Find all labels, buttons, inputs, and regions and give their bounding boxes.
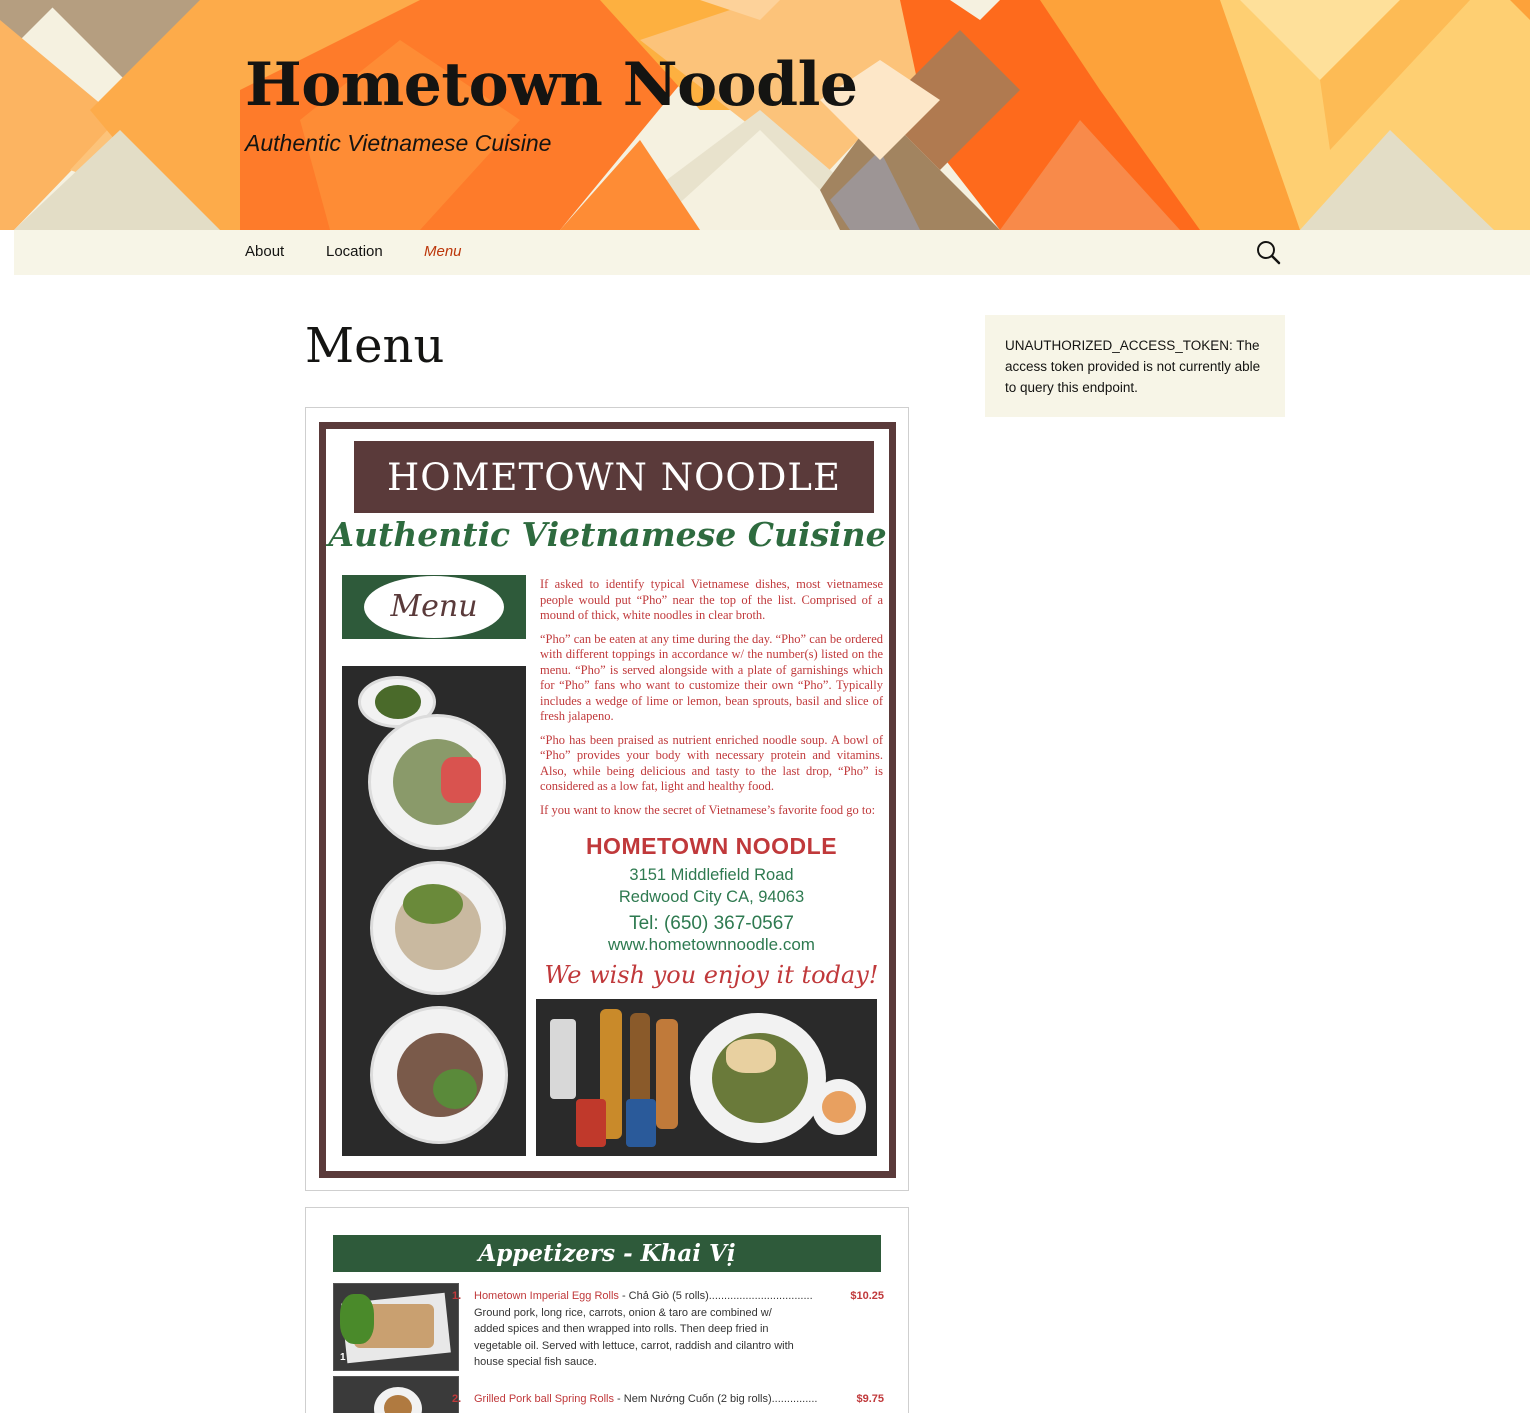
page-title: Menu [305,318,445,374]
menu-cover-banner: HOMETOWN NOODLE [354,441,874,513]
egg-rolls-photo [333,1283,462,1371]
menu-item-name: Grilled Pork ball Spring Rolls [474,1393,614,1405]
site-header [0,0,1530,230]
menu-item-viet-name: - Nem Nướng Cuốn (2 big rolls)............... [614,1393,818,1405]
spring-rolls-photo [333,1376,462,1413]
photo-number-label: 1 [340,1352,346,1363]
menu-item-price: $9.75 [856,1393,884,1405]
wish-slogan: We wish you enjoy it today! [544,961,879,989]
description-paragraph: “Pho has been praised as nutrient enriched noodle soup. A bowl of “Pho” provides your body with necessary protein and vitamins. Also, while being delicious and tasty to the last drop, “Pho” is considered as a low fat, light and healthy food. [540,732,883,793]
search-button[interactable] [1254,238,1284,268]
description-paragraph: “Pho” can be eaten at any time during the day. “Pho” can be ordered with different toppings in accordance w/ the number(s) listed on the menu. “Pho” is served alongside with a plate of garnishings which for “Pho” fans who want to customize their own “Pho”. Typically includes a wedge of lime or lemon, bean sprouts, basil and slice of fresh jalapeno. [540,631,883,723]
nav-item-menu[interactable]: Menu [424,243,462,260]
main-navigation [14,230,1530,275]
menu-item-number: 2. [452,1393,462,1405]
menu-cover-frame [319,422,896,1178]
address-line-1: 3151 Middlefield Road [629,866,794,884]
sidebar-widget [985,315,1285,417]
nav-item-location[interactable]: Location [326,243,383,260]
chicken-pho-photo [370,861,506,995]
menu-cover-subtitle: Authentic Vietnamese Cuisine [328,515,887,554]
menu-image-cover[interactable] [305,407,909,1191]
search-icon [1254,238,1284,268]
menu-image-appetizers[interactable] [305,1207,909,1413]
restaurant-address [540,864,883,908]
restaurant-phone: Tel: (650) 367-0567 [629,913,794,934]
menu-item-name: Hometown Imperial Egg Rolls [474,1290,619,1302]
menu-label: Menu [364,576,504,638]
menu-item-spring-rolls [452,1391,884,1408]
address-line-2: Redwood City CA, 94063 [618,888,805,906]
description-paragraph: If you want to know the secret of Vietnamese’s favorite food go to: [540,802,876,817]
widget-error-text: UNAUTHORIZED_ACCESS_TOKEN: The access token provided is not currently able to query this endpoint. [1005,338,1261,395]
menu-item-description: Ground pork, long rice, carrots, onion & taro are combined w/ added spices and then wrapped into rolls. Then deep fried in vegetable oil. Served with lettuce, carrot, raddish and cilantro with house special fish sauce. [474,1306,794,1368]
menu-item-number: 1. [452,1290,462,1302]
drinks-and-vermicelli-photo [536,999,877,1156]
restaurant-website: www.hometownnoodle.com [608,935,815,954]
site-title[interactable]: Hometown Noodle [245,50,858,120]
appetizers-banner: Appetizers - Khai Vị [333,1235,881,1272]
menu-item-egg-rolls [452,1288,884,1371]
menu-item-price: $10.25 [850,1290,884,1302]
nav-item-about[interactable]: About [245,243,285,260]
menu-label-chip [342,575,526,639]
menu-item-viet-name: - Chả Giò (5 rolls).................................. [618,1290,813,1302]
description-paragraph: If asked to identify typical Vietnamese dishes, most vietnamese people would put “Pho” near the top of the list. Comprised of a mound of thick, white noodles in clear broth. [540,577,883,622]
restaurant-name: HOMETOWN NOODLE [585,833,838,859]
menu-cover-description [540,577,883,826]
site-tagline: Authentic Vietnamese Cuisine [245,130,552,156]
beef-pho-photo [370,1006,508,1144]
pho-bowl-photo [368,714,506,850]
pho-photo-column [342,666,526,1156]
